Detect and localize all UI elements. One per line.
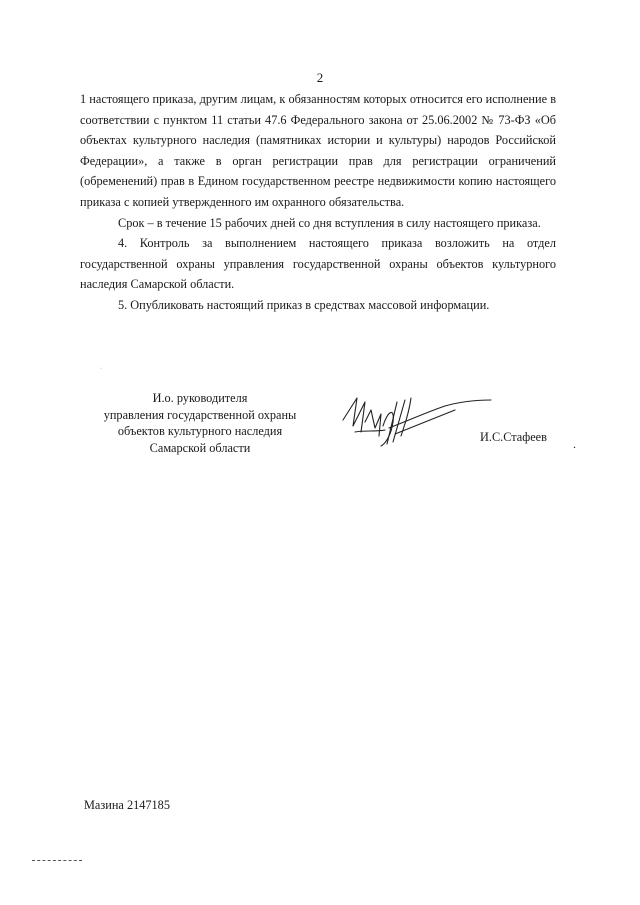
paragraph-deadline: Срок – в течение 15 рабочих дней со дня вступления в силу настоящего приказа. xyxy=(118,215,541,230)
document-body xyxy=(80,89,556,316)
signatory-line-3: объектов культурного наследия xyxy=(117,424,283,438)
signatory-line-4: Самарской области xyxy=(149,440,251,455)
scan-mark: · xyxy=(100,366,102,372)
signer-name: И.С.Стафеев xyxy=(480,430,547,444)
handwritten-signature xyxy=(335,392,495,452)
dot-mark: . xyxy=(573,437,576,451)
paragraph-5: 5. Опубликовать настоящий приказ в средствах массовой информации. xyxy=(118,297,490,312)
paragraph-4: 4. Контроль за выполнением настоящего приказа возложить на отдел государственной охраны управления государственной охраны объектов культурного наследия Самарской области. xyxy=(80,236,556,292)
page-number: 2 xyxy=(316,70,324,85)
signatory-line-1: И.о. руководителя xyxy=(152,391,248,405)
executor-footer: Мазина 2147185 xyxy=(84,798,170,812)
signatory-line-2: управления государственной охраны xyxy=(103,407,297,422)
paragraph-1: 1 настоящего приказа, другим лицам, к обязанностям которых относится его исполнение в соответствии с пунктом 11 статьи 47.6 Федерального закона от 25.06.2002 № 73-ФЗ «Об объектах культурного наследия (памятниках истории и культуры) народов Российской Федерации», а также в орган регистрации прав для регистрации ограничений (обременений) прав в Едином государственном реестре недвижимости копию настоящего приказа с копией утвержденного им охранного обязательства. xyxy=(80,92,556,209)
bottom-rule xyxy=(32,860,82,861)
signatory-title xyxy=(86,390,314,456)
